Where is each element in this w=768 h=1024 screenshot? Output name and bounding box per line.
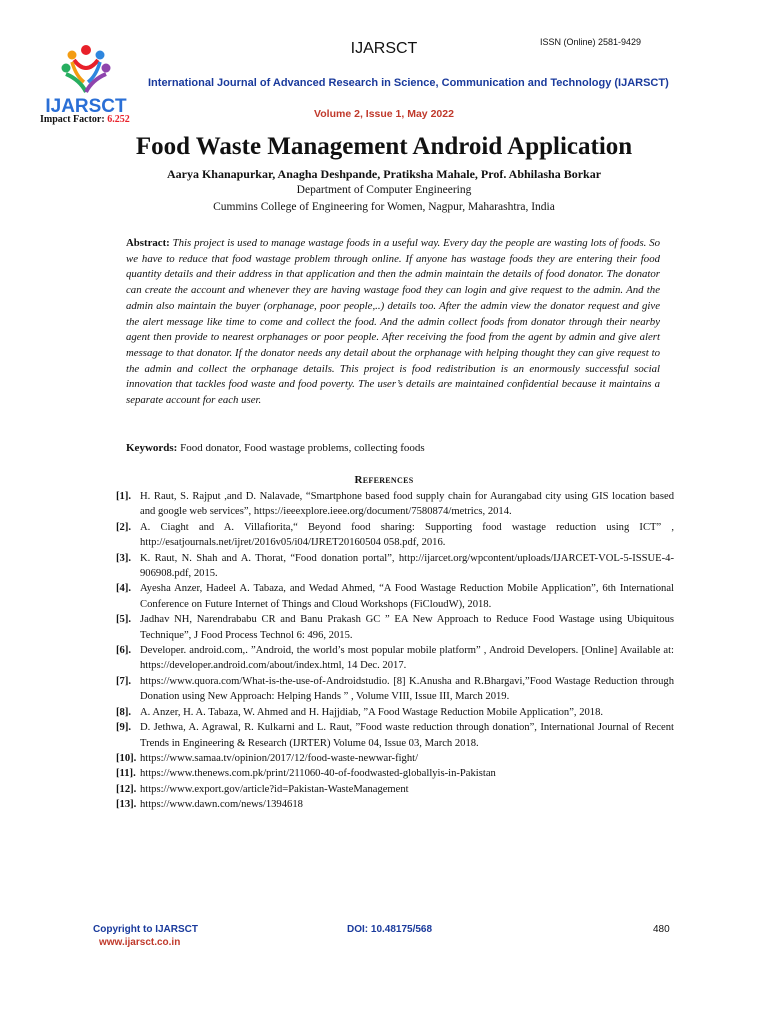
footer-website-link[interactable]: www.ijarsct.co.in	[99, 937, 181, 948]
reference-text: https://www.export.gov/article?id=Pakistan-WasteManagement	[140, 783, 409, 795]
reference-number: [9].	[116, 722, 132, 734]
abstract	[126, 236, 660, 409]
reference-item	[116, 782, 674, 797]
reference-item	[116, 766, 674, 781]
keywords-label: Keywords:	[126, 442, 178, 454]
keywords-text: Food donator, Food wastage problems, collecting foods	[177, 442, 425, 454]
footer-copyright: Copyright to IJARSCT	[93, 924, 198, 935]
reference-item	[116, 720, 674, 751]
reference-number: [10].	[116, 752, 137, 764]
reference-item	[116, 581, 674, 612]
reference-text: Developer. android.com,. ”Android, the world’s most popular mobile platform” , Android Developers. [Online] Available at: https://developer.android.com/about/index.html, 14 Dec. 2017.	[140, 645, 674, 672]
reference-number: [7].	[116, 675, 132, 687]
references-heading: References	[354, 474, 414, 486]
keywords	[126, 442, 425, 454]
reference-item	[116, 551, 674, 582]
abstract-text: This project is used to manage wastage foods in a useful way. Every day the people are wasting lots of foods. So we have to reduce that food wastage problem through online. If anyone has wastage foods they are entering their food quantity details and their address in that application and then the admin maintain the details of food donator. The donator can create the account and whenever they are having wastage food they can login and give request to the admin. And the admin also maintain the buyer (orphanage, poor people,..) details too. After the admin view the donator request and give the alert message like time to come and collect the food. And the admin collect foods from donator through their nearby agent then provide to nearest orphanages or poor people. After receiving the food from the agent by admin and give alert message to that donator. If the donator needs any detail about the orphanage with helping thought they can give request to the admin and collect the orphanage details. This project is food redistribution is an enormously successful social innovation that tackles food waste and food poverty. The user’s details are maintained confidential because it maintains a separate account for each user.	[126, 237, 660, 407]
abstract-label: Abstract:	[126, 237, 170, 249]
reference-item	[116, 612, 674, 643]
reference-number: [3].	[116, 552, 132, 564]
reference-number: [1].	[116, 491, 132, 502]
reference-number: [13].	[116, 799, 137, 811]
paper-authors: Aarya Khanapurkar, Anagha Deshpande, Pratiksha Mahale, Prof. Abhilasha Borkar	[166, 167, 602, 181]
reference-text: https://www.quora.com/What-is-the-use-of-Androidstudio. [8] K.Anusha and R.Bhargavi,”Food Wastage Reduction through Donation using New Approach: Helping Hands ” , Volume VIII, Issue III, March 2019.	[140, 675, 674, 703]
logo-text: IJARSCT	[45, 96, 127, 117]
impact-factor-value: 6.252	[107, 114, 130, 125]
reference-text: Ayesha Anzer, Hadeel A. Tabaza, and Wedad Ahmed, “A Food Wastage Reduction Mobile Application”, 6th International Conference on Future Internet of Things and Cloud Workshops (FiCloudW), 2018.	[140, 583, 674, 610]
reference-text: https://www.thenews.com.pk/print/211060-40-of-foodwasted-globallyis-in-Pakistan	[140, 768, 496, 780]
reference-item	[116, 705, 674, 720]
reference-text: https://www.samaa.tv/opinion/2017/12/food-waste-newwar-fight/	[140, 752, 419, 764]
reference-number: [6].	[116, 645, 132, 657]
reference-item	[116, 674, 674, 705]
reference-number: [11].	[116, 768, 136, 780]
reference-text: K. Raut, N. Shah and A. Thorat, “Food donation portal”, http://ijarcet.org/wpcontent/uploads/IJARCET-VOL-5-ISSUE-4-906908.pdf, 2015.	[140, 552, 674, 580]
reference-item	[116, 489, 674, 520]
reference-item	[116, 797, 674, 812]
reference-number: [2].	[116, 521, 132, 533]
paper-title: Food Waste Management Android Application	[135, 133, 633, 160]
reference-number: [5].	[116, 614, 132, 626]
impact-factor-label: Impact Factor:	[40, 114, 108, 125]
issn: ISSN (Online) 2581-9429	[540, 37, 642, 47]
reference-item	[116, 520, 674, 551]
reference-text: Jadhav NH, Narendrababu CR and Banu Prakash GC ” EA New Approach to Reduce Food Wastage using Ubiquitous Technique”, J Food Process Technol 6: 496, 2015.	[140, 614, 674, 641]
author-institution: Cummins College of Engineering for Women, Nagpur, Maharashtra, India	[213, 201, 555, 213]
reference-text: A. Ciaght and A. Villafiorita,“ Beyond food sharing: Supporting food wastage reduction using ICT” , http://esatjournals.net/ijret/2016v05/i04/IJRET20160504 058.pdf, 2016.	[140, 521, 674, 549]
reference-text: A. Anzer, H. A. Tabaza, W. Ahmed and H. Hajjdiab, ”A Food Wastage Reduction Mobile Application”, 2018.	[140, 706, 604, 718]
journal-short-name: IJARSCT	[350, 40, 418, 57]
footer-doi: DOI: 10.48175/568	[347, 924, 433, 935]
reference-item	[116, 751, 674, 766]
reference-number: [4].	[116, 583, 132, 595]
volume-issue: Volume 2, Issue 1, May 2022	[314, 108, 454, 120]
references-list	[116, 489, 674, 813]
journal-full-name: International Journal of Advanced Research in Science, Communication and Technology (IJARSCT)	[148, 77, 669, 89]
reference-text: https://www.dawn.com/news/1394618	[140, 799, 303, 811]
page-number: 480	[653, 924, 670, 935]
reference-text: D. Jethwa, A. Agrawal, R. Kulkarni and L. Raut, ”Food waste reduction through donation”, International Journal of Recent Trends in Engineering & Research (IJRTER) Volume 04, Issue 03, March 2018.	[140, 722, 674, 749]
author-department: Department of Computer Engineering	[296, 184, 472, 196]
reference-item	[116, 643, 674, 674]
reference-number: [12].	[116, 783, 137, 795]
reference-text: H. Raut, S. Rajput ,and D. Nalavade, “Smartphone based food supply chain for Aurangabad city using GIS location based and google web services”, https://ieeexplore.ieee.org/document/7580874/metrics, 2014.	[140, 491, 674, 518]
reference-number: [8].	[116, 706, 132, 718]
